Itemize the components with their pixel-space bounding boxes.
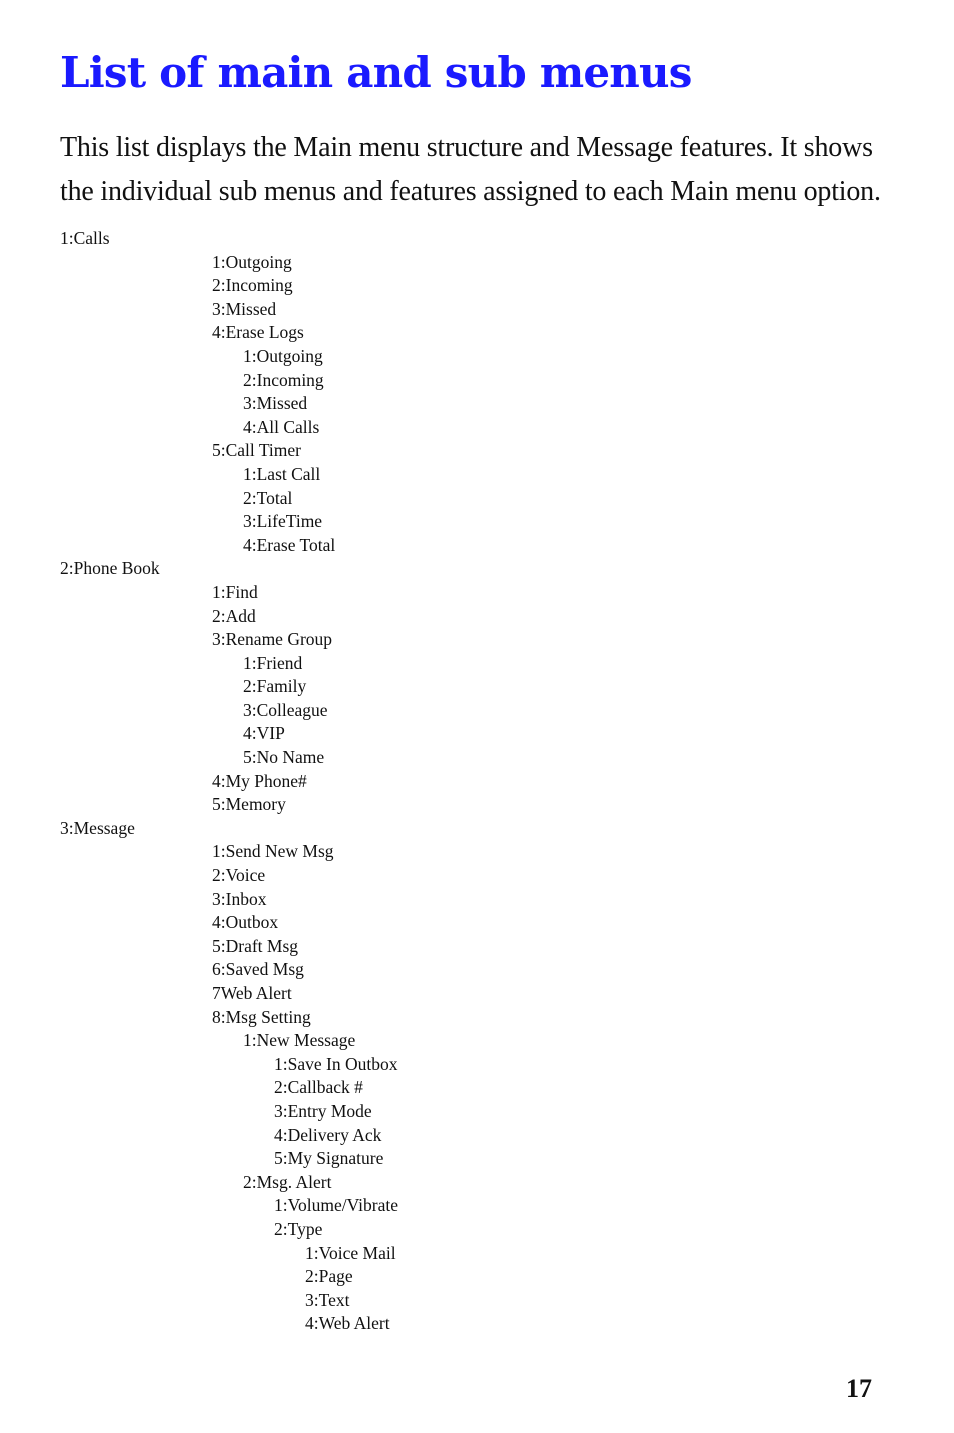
sub-menu-item: 4:My Phone#: [212, 770, 307, 791]
sub-menu-item: 5:Memory: [212, 794, 286, 815]
sub-menu-item: 4:Delivery Ack: [274, 1124, 382, 1145]
sub-menu-item: 2:Add: [212, 605, 256, 626]
sub-menu-item: 4:Erase Logs: [212, 322, 304, 343]
sub-menu-item: 2:Total: [243, 487, 293, 508]
sub-menu-item: 2:Family: [243, 676, 307, 697]
sub-menu-item: 2:Type: [274, 1218, 323, 1239]
sub-menu-item: 1:Volume/Vibrate: [274, 1195, 399, 1216]
sub-menu-item: 3:Colleague: [243, 699, 328, 720]
sub-menu-item: 3:Entry Mode: [274, 1100, 372, 1121]
sub-menu-item: 1:Outgoing: [243, 345, 323, 366]
sub-menu-item: 1:Send New Msg: [212, 841, 334, 862]
intro-paragraph: This list displays the Main menu structure and Message features. It shows the individual sub menus and features assigned to each Main menu option.: [60, 132, 881, 207]
sub-menu-item: 5:Call Timer: [212, 440, 301, 461]
sub-menu-item: 6:Saved Msg: [212, 959, 304, 980]
main-menu-item: 2:Phone Book: [60, 558, 160, 579]
sub-menu-item: 4:Erase Total: [243, 534, 336, 555]
sub-menu-item: 1:Find: [212, 581, 258, 602]
sub-menu-item: 1:Friend: [243, 652, 303, 673]
sub-menu-item: 2:Incoming: [243, 369, 324, 390]
page-title: List of main and sub menus: [60, 48, 692, 97]
sub-menu-item: 3:Inbox: [212, 888, 267, 909]
sub-menu-item: 1:New Message: [243, 1030, 356, 1051]
sub-menu-item: 2:Voice: [212, 865, 266, 886]
sub-menu-item: 3:Rename Group: [212, 629, 333, 650]
sub-menu-item: 4:Web Alert: [305, 1313, 390, 1334]
main-menu-item: 3:Message: [60, 817, 135, 838]
sub-menu-item: 2:Callback #: [274, 1077, 363, 1098]
sub-menu-item: 3:Text: [305, 1289, 350, 1310]
sub-menu-item: 4:VIP: [243, 723, 285, 744]
sub-menu-item: 7Web Alert: [212, 983, 292, 1003]
sub-menu-item: 5:No Name: [243, 747, 325, 768]
sub-menu-item: 1:Last Call: [243, 463, 321, 484]
sub-menu-item: 2:Msg. Alert: [243, 1171, 332, 1192]
sub-menu-item: 3:LifeTime: [243, 511, 323, 532]
sub-menu-item: 5:Draft Msg: [212, 935, 299, 956]
sub-menu-item: 3:Missed: [243, 393, 308, 414]
sub-menu-item: 5:My Signature: [274, 1148, 384, 1169]
sub-menu-item: 1:Save In Outbox: [274, 1053, 398, 1074]
sub-menu-item: 4:All Calls: [243, 416, 320, 437]
sub-menu-item: 1:Outgoing: [212, 251, 292, 272]
sub-menu-item: 1:Voice Mail: [305, 1242, 396, 1263]
sub-menu-item: 4:Outbox: [212, 912, 279, 933]
sub-menu-item: 3:Missed: [212, 298, 277, 319]
main-menu-item: 1:Calls: [60, 228, 110, 248]
menu-tree: [60, 227, 398, 1336]
sub-menu-item: 2:Page: [305, 1266, 353, 1287]
sub-menu-item: 8:Msg Setting: [212, 1006, 311, 1027]
page-number: 17: [846, 1374, 872, 1403]
sub-menu-item: 2:Incoming: [212, 275, 293, 296]
